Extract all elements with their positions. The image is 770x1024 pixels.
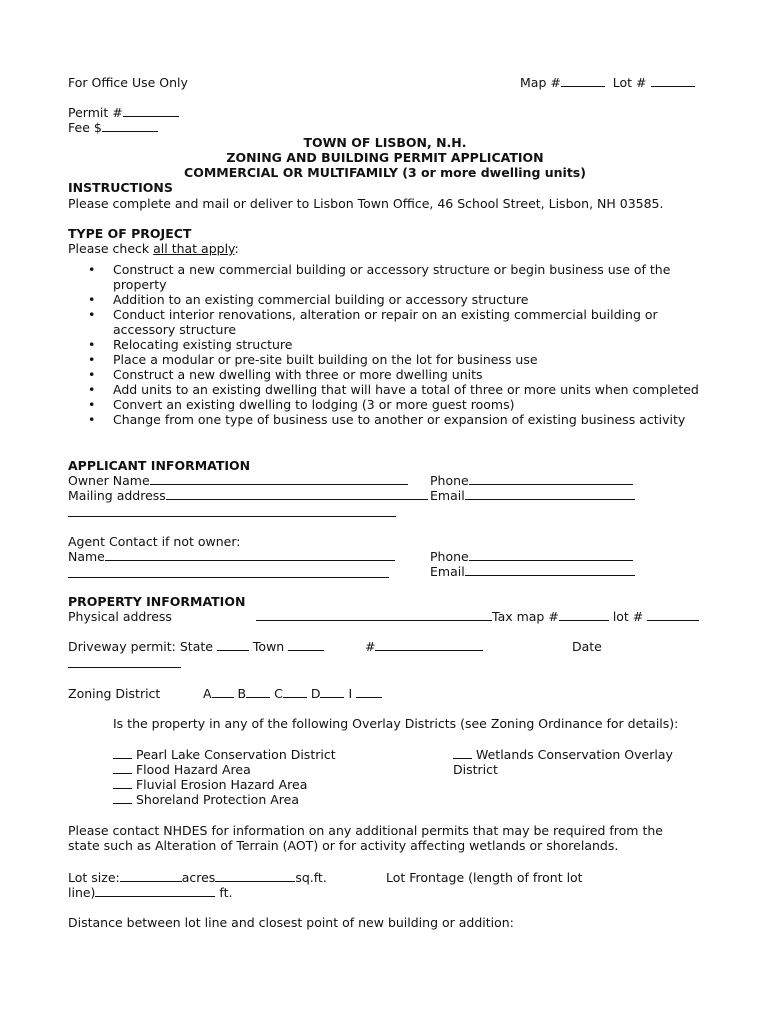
town-title: TOWN OF LISBON, N.H. bbox=[303, 135, 467, 150]
permit-field[interactable] bbox=[123, 105, 179, 117]
frontage-row bbox=[68, 885, 232, 900]
lot-size-acres-field[interactable] bbox=[120, 870, 182, 882]
overlay-option[interactable] bbox=[113, 777, 336, 792]
agent-address-line[interactable] bbox=[68, 565, 389, 578]
ft-label: ft. bbox=[219, 885, 233, 900]
agent-phone-field[interactable] bbox=[469, 549, 633, 561]
driveway-town-field[interactable] bbox=[288, 639, 324, 651]
zone-b-field[interactable] bbox=[246, 686, 270, 698]
form-title: ZONING AND BUILDING PERMIT APPLICATION bbox=[226, 150, 544, 165]
owner-name-field[interactable] bbox=[150, 473, 408, 485]
overlay-option[interactable] bbox=[113, 747, 336, 762]
instructions-heading: INSTRUCTIONS bbox=[68, 180, 173, 195]
fee-field[interactable] bbox=[102, 120, 158, 132]
lot-size-row bbox=[68, 870, 327, 885]
mailing-address-line2[interactable] bbox=[68, 504, 396, 517]
agent-email-row bbox=[430, 564, 635, 579]
driveway-number-field[interactable] bbox=[375, 639, 483, 651]
map-lot-fields bbox=[520, 75, 695, 90]
mailing-address-field[interactable] bbox=[166, 488, 428, 500]
agent-name-row bbox=[68, 549, 395, 564]
date-field[interactable] bbox=[68, 655, 181, 668]
permit-row bbox=[68, 105, 179, 120]
fee-label: Fee $ bbox=[68, 120, 102, 135]
zone-c-label: C bbox=[274, 686, 283, 701]
zoning-district-options bbox=[203, 686, 382, 701]
agent-email-field[interactable] bbox=[465, 564, 635, 576]
acres-label: acres bbox=[181, 870, 216, 885]
physical-address-field[interactable] bbox=[256, 609, 492, 621]
agent-name-label: Name bbox=[68, 549, 105, 564]
email-row bbox=[430, 488, 635, 503]
nhdes-note-line2: state such as Alteration of Terrain (AOT) or for activity affecting wetlands or shorelands. bbox=[68, 838, 619, 853]
frontage-field[interactable] bbox=[95, 885, 215, 897]
zone-c-field[interactable] bbox=[283, 686, 307, 698]
overlay-question: Is the property in any of the following Overlay Districts (see Zoning Ordinance for details): bbox=[113, 716, 679, 731]
agent-name-field[interactable] bbox=[105, 549, 395, 561]
phone-field[interactable] bbox=[469, 473, 633, 485]
line-label: line) bbox=[68, 885, 96, 900]
project-item[interactable]: • Place a modular or pre-site built building on the lot for business use bbox=[68, 352, 708, 367]
zone-b-label: B bbox=[237, 686, 247, 701]
nhdes-note-line1: Please contact NHDES for information on any additional permits that may be required from the bbox=[68, 823, 663, 838]
overlay-check-field[interactable] bbox=[113, 762, 132, 774]
map-field[interactable] bbox=[561, 75, 605, 87]
driveway-label: Driveway permit: State bbox=[68, 639, 213, 654]
prop-lot-field[interactable] bbox=[647, 609, 699, 621]
taxmap-field[interactable] bbox=[559, 609, 609, 621]
project-item[interactable]: • Change from one type of business use to another or expansion of existing business activity bbox=[68, 412, 708, 427]
wetlands-label-line2: District bbox=[453, 762, 498, 777]
permit-label: Permit # bbox=[68, 105, 123, 120]
zone-i-label: I bbox=[348, 686, 353, 701]
overlay-label: Fluvial Erosion Hazard Area bbox=[135, 777, 308, 792]
driveway-state-field[interactable] bbox=[217, 639, 249, 651]
property-heading: PROPERTY INFORMATION bbox=[68, 594, 246, 609]
lot-size-sqft-field[interactable] bbox=[215, 870, 295, 882]
overlay-left-list bbox=[113, 747, 336, 807]
physical-taxmap-row bbox=[256, 609, 699, 624]
driveway-number-row bbox=[365, 639, 483, 654]
office-use-label: For Office Use Only bbox=[68, 75, 188, 90]
overlay-check-field[interactable] bbox=[113, 777, 132, 789]
check-instruction bbox=[68, 241, 239, 256]
email-field[interactable] bbox=[465, 488, 635, 500]
zone-d-label: D bbox=[310, 686, 321, 701]
overlay-right-option[interactable] bbox=[453, 747, 673, 777]
prop-lot-label: lot # bbox=[612, 609, 644, 624]
agent-heading: Agent Contact if not owner: bbox=[68, 534, 241, 549]
project-item[interactable]: • Addition to an existing commercial building or accessory structure bbox=[68, 292, 708, 307]
zoning-district-label: Zoning District bbox=[68, 686, 161, 701]
driveway-hash-label: # bbox=[365, 639, 376, 654]
form-subtitle: COMMERCIAL OR MULTIFAMILY (3 or more dwelling units) bbox=[184, 165, 586, 180]
map-label: Map # bbox=[520, 75, 561, 90]
overlay-check-field[interactable] bbox=[113, 747, 132, 759]
driveway-town-label: Town bbox=[252, 639, 285, 654]
zone-d-field[interactable] bbox=[320, 686, 344, 698]
date-label: Date bbox=[572, 639, 602, 654]
overlay-option[interactable] bbox=[113, 792, 336, 807]
project-item[interactable]: • Add units to an existing dwelling that will have a total of three or more units when completed bbox=[68, 382, 708, 397]
driveway-row bbox=[68, 639, 324, 654]
email-label: Email bbox=[430, 488, 465, 503]
frontage-label: Lot Frontage (length of front lot bbox=[386, 870, 583, 885]
overlay-label: Pearl Lake Conservation District bbox=[135, 747, 336, 762]
project-item[interactable]: • Relocating existing structure bbox=[68, 337, 708, 352]
sqft-label: sq.ft. bbox=[295, 870, 327, 885]
distance-label: Distance between lot line and closest point of new building or addition: bbox=[68, 915, 514, 930]
instructions-text: Please complete and mail or deliver to Lisbon Town Office, 46 School Street, Lisbon, NH 03585. bbox=[68, 196, 664, 211]
agent-phone-label: Phone bbox=[430, 549, 469, 564]
agent-email-label: Email bbox=[430, 564, 465, 579]
phone-label: Phone bbox=[430, 473, 469, 488]
agent-phone-row bbox=[430, 549, 633, 564]
lot-field[interactable] bbox=[651, 75, 695, 87]
overlay-option[interactable] bbox=[113, 762, 336, 777]
wetlands-label-line1: Wetlands Conservation Overlay bbox=[475, 747, 673, 762]
lot-label: Lot # bbox=[612, 75, 647, 90]
physical-address-label: Physical address bbox=[68, 609, 172, 624]
check-suffix: : bbox=[234, 241, 239, 256]
applicant-heading: APPLICANT INFORMATION bbox=[68, 458, 251, 473]
taxmap-label: Tax map # bbox=[492, 609, 559, 624]
overlay-check-field[interactable] bbox=[113, 792, 132, 804]
phone-row bbox=[430, 473, 633, 488]
fee-row bbox=[68, 120, 158, 135]
overlay-label: Shoreland Protection Area bbox=[135, 792, 299, 807]
lot-size-label: Lot size: bbox=[68, 870, 120, 885]
wetlands-check-field[interactable] bbox=[453, 747, 472, 759]
project-item[interactable]: • Construct a new commercial building or accessory structure or begin business use of the property bbox=[68, 262, 708, 292]
zone-a-field[interactable] bbox=[212, 686, 234, 698]
overlay-label: Flood Hazard Area bbox=[135, 762, 251, 777]
zone-a-label: A bbox=[203, 686, 212, 701]
project-item[interactable]: • Construct a new dwelling with three or more dwelling units bbox=[68, 367, 708, 382]
project-item[interactable]: • Convert an existing dwelling to lodging (3 or more guest rooms) bbox=[68, 397, 708, 412]
mailing-row bbox=[68, 488, 428, 503]
project-type-list bbox=[68, 262, 708, 427]
owner-row bbox=[68, 473, 408, 488]
zone-i-field[interactable] bbox=[356, 686, 382, 698]
owner-label: Owner Name bbox=[68, 473, 150, 488]
project-heading: TYPE OF PROJECT bbox=[68, 226, 192, 241]
check-underlined: all that apply bbox=[153, 241, 235, 256]
check-prefix: Please check bbox=[68, 241, 154, 256]
mailing-label: Mailing address bbox=[68, 488, 166, 503]
project-item[interactable]: • Conduct interior renovations, alteration or repair on an existing commercial building or accessory structure bbox=[68, 307, 708, 337]
